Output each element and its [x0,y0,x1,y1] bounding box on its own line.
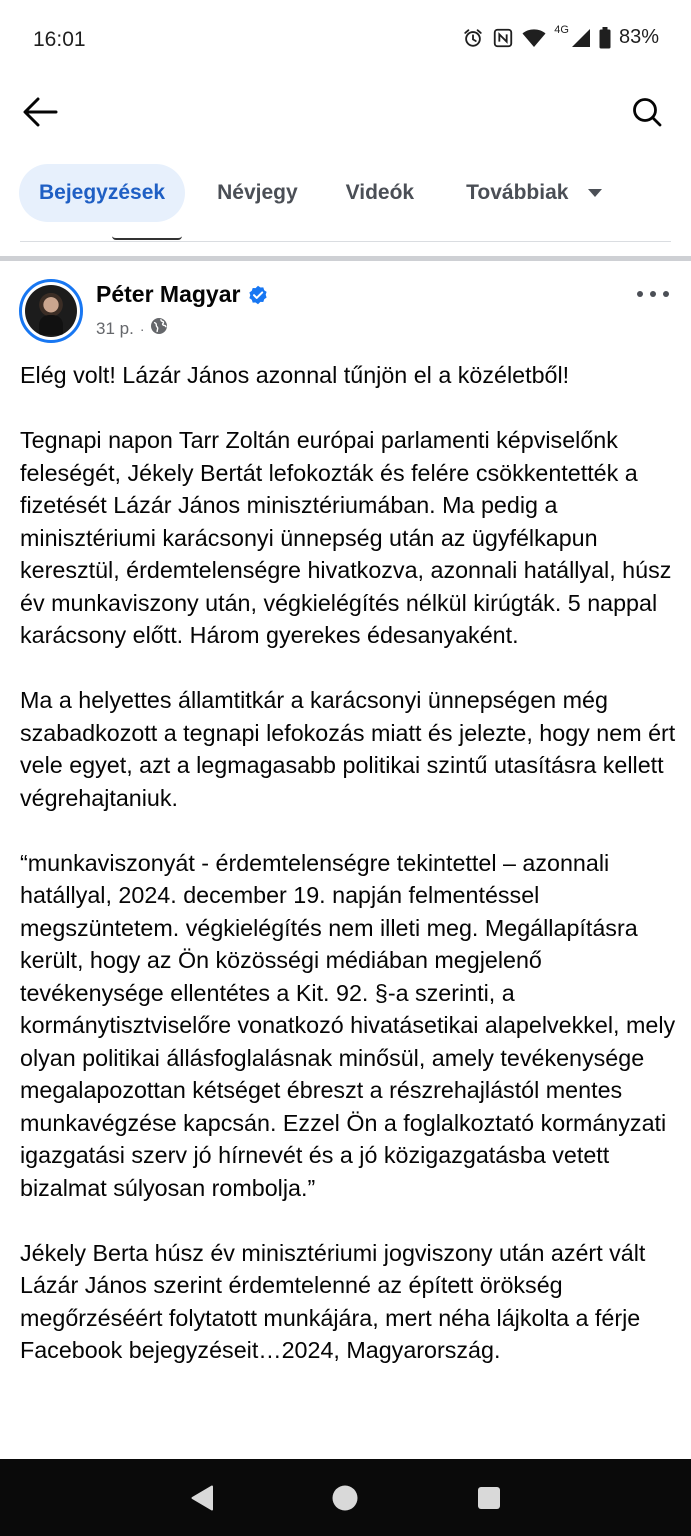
circle-home-icon [331,1484,359,1512]
tab-more-label: Továbbiak [466,181,569,204]
arrow-left-icon [22,97,58,127]
nav-recents-button[interactable] [473,1482,505,1514]
alarm-icon [462,27,484,49]
post [0,261,691,1363]
post-paragraph: Jékely Berta húsz év minisztériumi jogviszony után azért vált Lázár János szerint érdemtelenné az épített örökség megőrzéséért folytatott munkájára, mert néha lájkolta a férje Facebook bejegyzéseit…2024, Magyarország. [20,1239,646,1363]
post-paragraph: “munkaviszonyát - érdemtelenségre tekintettel – azonnali hatállyal, 2024. december 19. napján felmentéssel megszüntetem. végkielégítés nem illeti meg. Megállapításra került, hogy az Ön közösségi médiában megjelenő tevékenysége ellentétes a Kit. 92. §-a szerinti, a kormánytisztviselőre vonatkozó hivatásetikai alapelvekkel, mely olyan politikai állásfoglalásnak minősül, amely tevékenysége megalapozottan kétséget ébreszt a részrehajlástól mentes munkavégzése kapcsán. Ezzel Ön a foglalkoztató kormányzati igazgatási szerv jó hírnevét és a jó közigazgatásba vetett bizalmat súlyosan rombolja.” [20,849,676,1201]
triangle-back-icon [189,1484,215,1512]
post-paragraph: Ma a helyettes államtitkár a karácsonyi ünnepségen még szabadkozott a tegnapi lefokozás miatt és jelezte, hogy nem ért vele egyet, azt a legmagasabb politikai szintű utasításra kellett végrehajtaniuk. [20,687,676,811]
network-type: 4G [554,23,569,36]
avatar[interactable] [19,279,83,343]
globe-icon [150,317,168,340]
back-button[interactable] [20,92,60,132]
author-name-row [96,281,268,308]
wifi-icon [522,27,546,49]
status-icons [462,23,659,49]
system-nav-bar [0,1459,691,1536]
tab-more[interactable] [450,164,602,222]
cellular-signal-icon [571,28,591,48]
author-name[interactable]: Péter Magyar [96,281,241,307]
square-recents-icon [477,1486,501,1510]
post-time[interactable]: 31 p. [96,318,134,338]
tab-about[interactable]: Névjegy [217,181,298,204]
nfc-icon [492,27,514,49]
divider [20,241,671,242]
battery-icon [599,27,611,49]
post-body [20,359,680,1367]
status-bar [0,0,691,80]
post-paragraph: Elég volt! Lázár János azonnal tűnjön el a közéletből! [20,362,570,388]
nav-back-button[interactable] [186,1482,218,1514]
verified-badge-icon [248,285,268,305]
profile-tabs [0,160,691,226]
caret-down-icon [588,189,602,197]
nav-home-button[interactable] [329,1482,361,1514]
search-icon [631,96,663,128]
avatar-image [25,285,77,337]
tab-posts[interactable]: Bejegyzések [19,164,185,222]
meta-separator: · [139,320,145,337]
tab-videos[interactable]: Videók [345,181,415,204]
app-header [0,80,691,144]
post-meta [96,317,168,340]
status-time: 16:01 [33,28,86,51]
post-paragraph: Tegnapi napon Tarr Zoltán európai parlamenti képviselőnk feleségét, Jékely Bertát lefokozták és felére csökkentették a fizetését Lázár János minisztériumában. Ma pedig a minisztériumi karácsonyi ünnepség után az ügyfélkapun keresztül, érdemtelenségre hivatkozva, azonnali hatállyal, húsz év munkaviszony után, végkielégítés nélkül kirúgták. 5 nappal karácsony előtt. Három gyerekes édesanyaként. [20,427,672,648]
more-options-button[interactable] [633,283,673,305]
search-button[interactable] [627,92,667,132]
battery-percent: 83% [618,26,659,48]
post-header [0,261,691,349]
